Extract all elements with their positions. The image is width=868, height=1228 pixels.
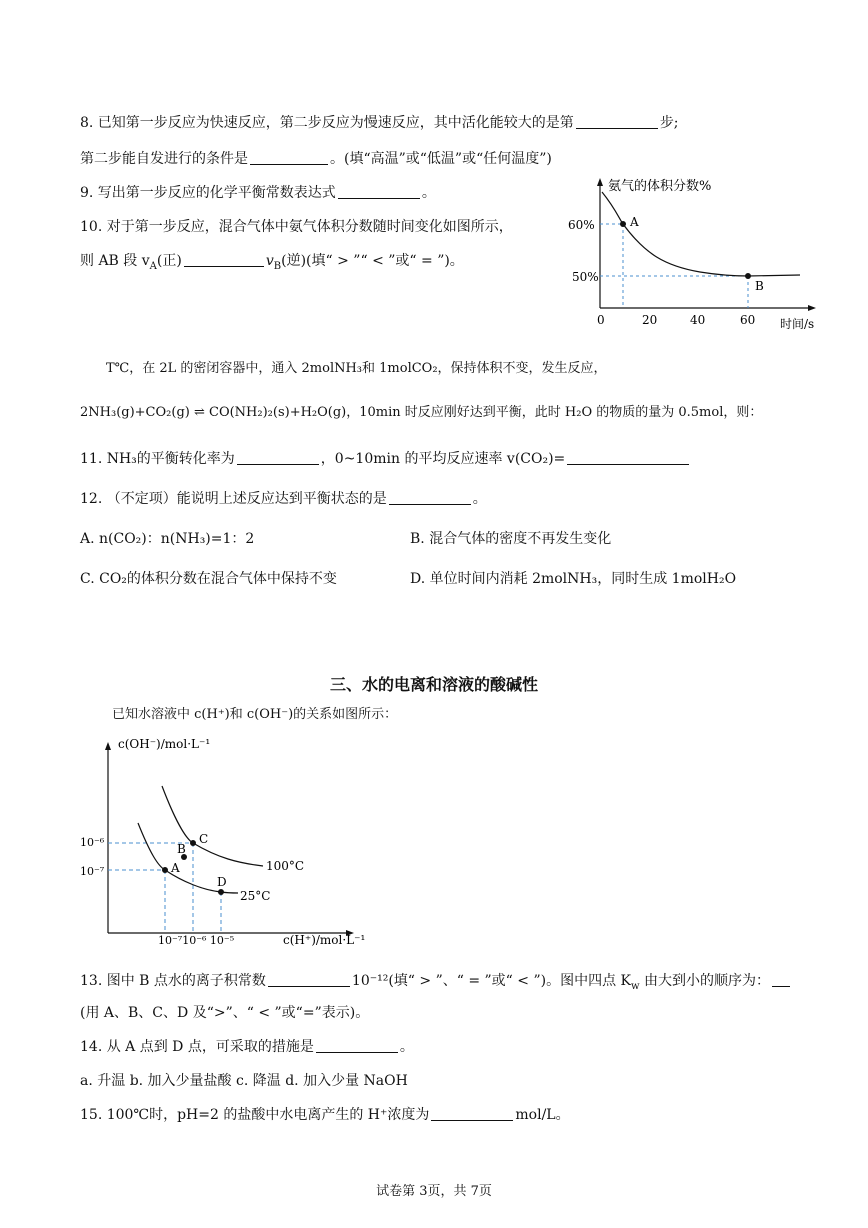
graph1-xtick-20: 20 bbox=[642, 313, 658, 327]
q14-blank[interactable] bbox=[316, 1038, 398, 1053]
water-ion-graph bbox=[78, 728, 388, 954]
q13-blank-2[interactable] bbox=[772, 972, 790, 987]
q11-line bbox=[80, 450, 691, 468]
q13-text-b: 10⁻¹²(填“ > ”、“ = ”或“ < ”)。图中四点 K bbox=[351, 973, 632, 989]
q12-option-d: D. 单位时间内消耗 2molNH₃，同时生成 1molH₂O bbox=[410, 571, 737, 587]
q14-options: a. 升温 b. 加入少量盐酸 c. 降温 d. 加入少量 NaOH bbox=[80, 1073, 408, 1089]
q9-text: 9. 写出第一步反应的化学平衡常数表达式 bbox=[80, 185, 336, 201]
graph1-ylabel: 氨气的体积分数% bbox=[608, 179, 712, 194]
graph1-ytick-50: 50% bbox=[572, 270, 599, 284]
graph1-ytick-60: 60% bbox=[568, 218, 595, 232]
q13-text-c: 由大到小的顺序为： bbox=[639, 973, 771, 989]
q13-line2: (用 A、B、C、D 及“>”、“ < ”或“=”表示)。 bbox=[80, 1005, 370, 1021]
graph2-point-a bbox=[162, 867, 168, 873]
q8-text-c: 第二步能自发进行的条件是 bbox=[80, 151, 248, 167]
section3-title: 三、水的电离和溶液的酸碱性 bbox=[329, 675, 538, 694]
graph2-label-b: B bbox=[177, 842, 186, 856]
graph1-x-arrow bbox=[808, 305, 816, 311]
graph2-label-c: C bbox=[199, 832, 209, 846]
q10-blank[interactable] bbox=[184, 252, 264, 267]
q10-line2 bbox=[80, 252, 464, 276]
q8-line1 bbox=[80, 114, 679, 132]
q14-stem bbox=[80, 1038, 414, 1056]
q8-text-d: 。(填“高温”或“低温”或“任何温度”) bbox=[330, 151, 552, 167]
section3-intro: 已知水溶液中 c(H⁺)和 c(OH⁻)的关系如图所示： bbox=[112, 707, 398, 722]
graph2-ytick-1: 10⁻⁶ bbox=[80, 836, 105, 849]
q11-blank-2[interactable] bbox=[567, 450, 689, 465]
q11-blank-1[interactable] bbox=[237, 450, 319, 465]
q13-blank-1[interactable] bbox=[268, 972, 350, 987]
q15-blank[interactable] bbox=[431, 1106, 513, 1121]
intro2-line1: T℃，在 2L 的密闭容器中，通入 2molNH₃和 1molCO₂，保持体积不变，发生反应， bbox=[106, 361, 607, 376]
q14-text: 14. 从 A 点到 D 点，可采取的措施是 bbox=[80, 1039, 314, 1055]
q14-end: 。 bbox=[399, 1039, 414, 1055]
q8-line2 bbox=[80, 150, 552, 168]
graph2-y-arrow bbox=[105, 742, 111, 750]
q12-option-c: C. CO₂的体积分数在混合气体中保持不变 bbox=[80, 571, 337, 587]
graph2-xticks: 10⁻⁷10⁻⁶ 10⁻⁵ bbox=[158, 934, 235, 947]
q12-stem bbox=[80, 490, 487, 508]
q13-line1 bbox=[80, 972, 792, 996]
graph2-xlabel: c(H⁺)/mol·L⁻¹ bbox=[283, 933, 366, 947]
graph1-label-a: A bbox=[630, 215, 639, 229]
graph2-label-a: A bbox=[171, 861, 180, 875]
q9-blank[interactable] bbox=[338, 184, 420, 199]
q10-text-c: v bbox=[265, 253, 274, 269]
intro2-line2: 2NH₃(g)+CO₂(g) ⇌ CO(NH₂)₂(s)+H₂O(g)，10min 时反应刚好达到平衡，此时 H₂O 的物质的量为 0.5mol，则： bbox=[80, 405, 763, 420]
q9-end: 。 bbox=[421, 185, 436, 201]
graph1-label-b: B bbox=[755, 279, 764, 293]
q10-line1: 10. 对于第一步反应，混合气体中氨气体积分数随时间变化如图所示， bbox=[80, 219, 513, 235]
q9-line bbox=[80, 184, 436, 202]
q8-text-a: 8. 已知第一步反应为快速反应，第二步反应为慢速反应，其中活化能较大的是第 bbox=[80, 115, 574, 131]
graph2-label-d: D bbox=[217, 875, 227, 889]
q13-sub: w bbox=[631, 980, 640, 992]
graph2-ytick-2: 10⁻⁷ bbox=[80, 865, 105, 878]
graph2-label-25c: 25°C bbox=[240, 889, 271, 903]
ammonia-fraction-graph bbox=[560, 168, 830, 338]
graph2-point-c bbox=[190, 840, 196, 846]
q10-text-d: (逆)(填“ > ”“ < ”或“ = ”)。 bbox=[281, 253, 464, 269]
graph1-xlabel: 时间/s bbox=[780, 317, 815, 331]
graph2-point-d bbox=[218, 889, 224, 895]
q11-text-b: ，0~10min 的平均反应速率 v(CO₂)= bbox=[320, 451, 566, 467]
q10-text-a: 则 AB 段 v bbox=[80, 253, 150, 269]
q12-text: 12. （不定项）能说明上述反应达到平衡状态的是 bbox=[80, 491, 387, 507]
page-footer: 试卷第 3页，共 7页 bbox=[376, 1184, 492, 1199]
graph1-xtick-0: 0 bbox=[597, 313, 605, 327]
graph1-xtick-60: 60 bbox=[740, 313, 756, 327]
q8-text-b: 步; bbox=[659, 115, 679, 131]
graph1-y-arrow bbox=[597, 178, 603, 186]
q10-sub-b: B bbox=[273, 260, 282, 272]
q10-sub-a: A bbox=[149, 260, 157, 272]
q15-text-b: mol/L。 bbox=[515, 1107, 570, 1123]
q8-blank-1[interactable] bbox=[576, 114, 658, 129]
q15-line bbox=[80, 1106, 570, 1124]
q12-end: 。 bbox=[472, 491, 487, 507]
graph2-ylabel: c(OH⁻)/mol·L⁻¹ bbox=[118, 737, 211, 751]
graph2-label-100c: 100°C bbox=[266, 859, 305, 873]
graph1-point-b bbox=[745, 273, 751, 279]
q13-text-a: 13. 图中 B 点水的离子积常数 bbox=[80, 973, 266, 989]
q11-text-a: 11. NH₃的平衡转化率为 bbox=[80, 451, 235, 467]
q10-text-b: (正) bbox=[156, 253, 182, 269]
q15-text-a: 15. 100℃时，pH=2 的盐酸中水电离产生的 H⁺浓度为 bbox=[80, 1107, 430, 1123]
graph1-xtick-40: 40 bbox=[690, 313, 706, 327]
q12-option-a: A. n(CO₂)：n(NH₃)=1：2 bbox=[80, 531, 255, 547]
q12-blank[interactable] bbox=[389, 490, 471, 505]
graph1-curve bbox=[602, 192, 800, 276]
graph1-point-a bbox=[620, 221, 626, 227]
q12-option-b: B. 混合气体的密度不再发生变化 bbox=[410, 531, 612, 547]
q8-blank-2[interactable] bbox=[250, 150, 328, 165]
